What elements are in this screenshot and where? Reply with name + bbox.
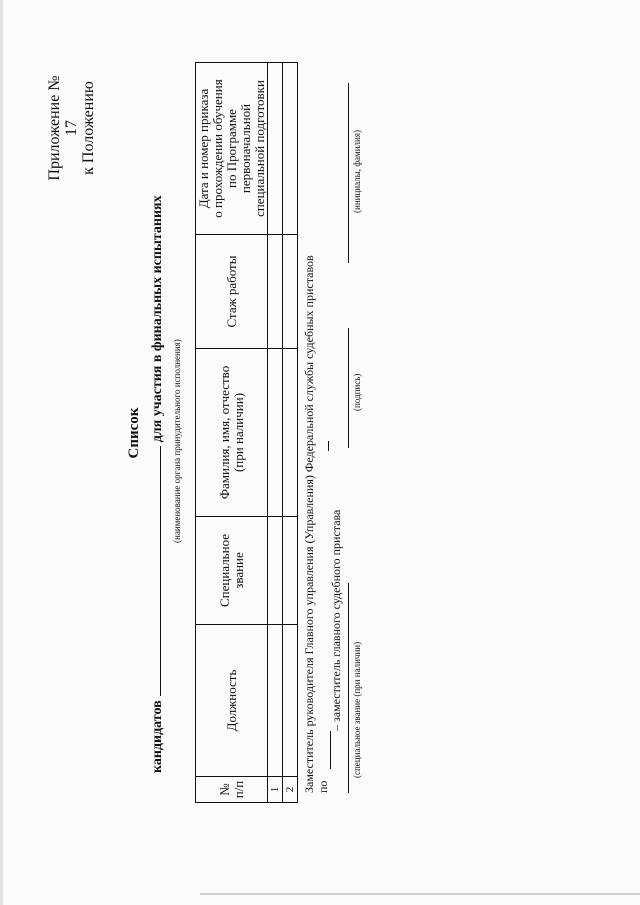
header-experience	[196, 234, 268, 348]
header-rank-line2: звание	[230, 551, 246, 589]
table-cell	[283, 62, 298, 234]
header-order-line2: о прохождении обучения	[209, 78, 225, 218]
candidates-suffix: для участия в финальных испытаниях	[150, 194, 165, 442]
signature-caption: (подпись)	[352, 373, 362, 411]
table-cell	[268, 234, 283, 348]
table-cell	[283, 624, 298, 776]
header-number	[196, 776, 268, 802]
table-cell	[283, 516, 298, 624]
header-number-line1: №	[216, 782, 232, 796]
appendix-number: Приложение № 17	[46, 74, 80, 181]
header-order-line3: по Программе первоначальной	[223, 103, 253, 193]
region-blank-line	[330, 731, 331, 769]
header-rank-line1: Специальное	[216, 533, 232, 607]
deputy-blank-line	[328, 441, 329, 451]
header-position	[196, 624, 268, 776]
table-cell	[283, 348, 298, 516]
header-experience-line1: Стаж работы	[223, 255, 239, 327]
header-order	[196, 62, 268, 234]
signer-region-line	[316, 780, 331, 792]
table-cell	[268, 516, 283, 624]
table-row	[283, 62, 298, 802]
scan-shadow	[200, 893, 640, 895]
header-fio-line2: (при наличии)	[230, 392, 246, 472]
candidates-table	[195, 62, 298, 803]
name-caption: (инициалы, фамилия)	[352, 129, 362, 213]
table-cell	[268, 348, 283, 516]
name-line	[348, 83, 349, 263]
header-order-line1: Дата и номер приказа	[195, 88, 211, 208]
candidates-line	[148, 195, 166, 773]
table-cell	[283, 234, 298, 348]
table-cell: 1	[268, 776, 283, 802]
header-fio-line1: Фамилия, имя, отчество	[216, 365, 232, 499]
rank-signature-line	[348, 583, 349, 793]
header-rank	[196, 516, 268, 624]
document-title: Список	[126, 407, 142, 458]
header-position-line1: Должность	[223, 669, 239, 731]
org-caption: (наименование органа принудительного исполнения)	[172, 338, 182, 543]
table-cell	[268, 62, 283, 234]
table-cell	[268, 624, 283, 776]
table-cell: 2	[283, 776, 298, 802]
header-number-line2: п/п	[230, 780, 246, 798]
signer-deputy-line: – заместитель главного судебного пристава	[329, 509, 343, 731]
rank-caption: (специальное звание (при наличии)	[352, 641, 362, 778]
appendix-heading	[46, 73, 97, 183]
header-fio	[196, 348, 268, 516]
candidates-prefix: кандидатов	[150, 699, 165, 773]
table-header-row	[196, 62, 268, 802]
appendix-reference: к Положению	[80, 80, 97, 175]
header-order-line4: специальной подготовки	[251, 79, 267, 217]
rotated-page	[40, 63, 600, 843]
scan-edge	[0, 0, 3, 905]
org-name-blank	[148, 446, 161, 696]
signer-title: Заместитель руководителя Главного управления (Управления) Федеральной службы судебных приставов	[302, 254, 316, 793]
signature-line	[348, 328, 349, 448]
signer-region-prefix: по	[316, 780, 330, 793]
table-row	[268, 62, 283, 802]
